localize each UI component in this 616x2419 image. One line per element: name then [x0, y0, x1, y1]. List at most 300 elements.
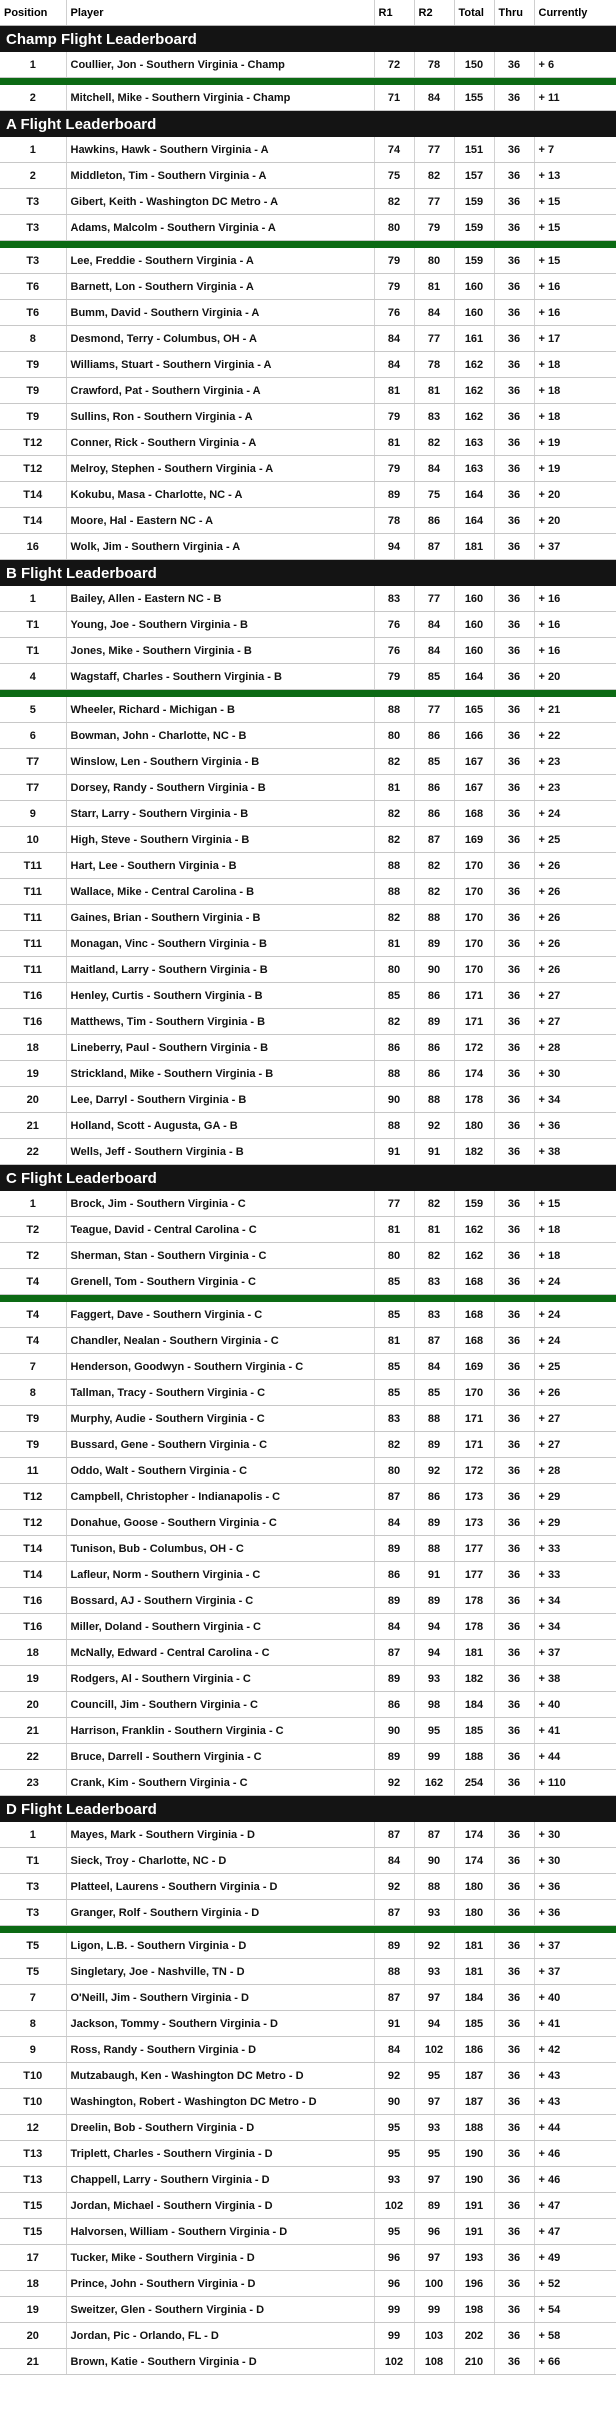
- row-player: Dorsey, Randy - Southern Virginia - B: [66, 775, 374, 801]
- row-currently: + 37: [534, 534, 616, 560]
- row-currently: + 41: [534, 2011, 616, 2037]
- row-position: T12: [0, 456, 66, 482]
- row-total: 159: [454, 1191, 494, 1217]
- row-r2: 86: [414, 983, 454, 1009]
- row-thru: 36: [494, 697, 534, 723]
- flight-header: [0, 1165, 616, 1192]
- row-currently: + 27: [534, 1009, 616, 1035]
- row-r2: 81: [414, 274, 454, 300]
- row-r1: 79: [374, 664, 414, 690]
- row-player: Gibert, Keith - Washington DC Metro - A: [66, 189, 374, 215]
- row-r2: 75: [414, 482, 454, 508]
- row-thru: 36: [494, 1269, 534, 1295]
- cut-line-separator: [0, 1926, 616, 1934]
- row-r1: 71: [374, 85, 414, 111]
- row-total: 160: [454, 638, 494, 664]
- row-total: 198: [454, 2297, 494, 2323]
- row-player: Halvorsen, William - Southern Virginia - D: [66, 2219, 374, 2245]
- table-row: [0, 2089, 616, 2115]
- row-currently: + 44: [534, 2115, 616, 2141]
- row-r2: 84: [414, 612, 454, 638]
- row-total: 184: [454, 1985, 494, 2011]
- table-row: [0, 1191, 616, 1217]
- row-thru: 36: [494, 2271, 534, 2297]
- row-player: Prince, John - Southern Virginia - D: [66, 2271, 374, 2297]
- row-r2: 94: [414, 2011, 454, 2037]
- flight-title: A Flight Leaderboard: [0, 111, 616, 138]
- row-position: 8: [0, 1380, 66, 1406]
- row-r1: 83: [374, 1406, 414, 1432]
- table-row: [0, 1009, 616, 1035]
- row-r1: 84: [374, 1614, 414, 1640]
- row-currently: + 25: [534, 1354, 616, 1380]
- row-thru: 36: [494, 612, 534, 638]
- row-r1: 89: [374, 1933, 414, 1959]
- row-position: 20: [0, 2323, 66, 2349]
- table-row: [0, 1985, 616, 2011]
- row-r1: 87: [374, 1484, 414, 1510]
- cut-line-separator: [0, 1295, 616, 1303]
- row-thru: 36: [494, 163, 534, 189]
- row-thru: 36: [494, 1933, 534, 1959]
- row-thru: 36: [494, 1536, 534, 1562]
- table-row: [0, 1933, 616, 1959]
- table-row: [0, 352, 616, 378]
- row-r2: 81: [414, 378, 454, 404]
- row-total: 188: [454, 1744, 494, 1770]
- row-position: 20: [0, 1692, 66, 1718]
- row-currently: + 20: [534, 482, 616, 508]
- row-player: Chandler, Nealan - Southern Virginia - C: [66, 1328, 374, 1354]
- row-currently: + 41: [534, 1718, 616, 1744]
- row-r2: 82: [414, 163, 454, 189]
- row-r1: 76: [374, 638, 414, 664]
- row-thru: 36: [494, 2089, 534, 2115]
- row-position: 1: [0, 137, 66, 163]
- row-player: Middleton, Tim - Southern Virginia - A: [66, 163, 374, 189]
- row-player: Hart, Lee - Southern Virginia - B: [66, 853, 374, 879]
- row-thru: 36: [494, 2011, 534, 2037]
- row-position: 8: [0, 326, 66, 352]
- cut-line-bar: [0, 78, 616, 86]
- row-thru: 36: [494, 1432, 534, 1458]
- row-player: Mitchell, Mike - Southern Virginia - Champ: [66, 85, 374, 111]
- row-r1: 81: [374, 1328, 414, 1354]
- row-total: 187: [454, 2089, 494, 2115]
- row-thru: 36: [494, 2193, 534, 2219]
- row-total: 177: [454, 1536, 494, 1562]
- row-total: 191: [454, 2193, 494, 2219]
- row-total: 170: [454, 957, 494, 983]
- row-r2: 100: [414, 2271, 454, 2297]
- table-row: [0, 2271, 616, 2297]
- row-player: Lee, Darryl - Southern Virginia - B: [66, 1087, 374, 1113]
- row-r1: 84: [374, 352, 414, 378]
- row-r2: 162: [414, 1770, 454, 1796]
- row-r2: 82: [414, 853, 454, 879]
- table-row: [0, 1484, 616, 1510]
- row-currently: + 26: [534, 931, 616, 957]
- row-player: Brock, Jim - Southern Virginia - C: [66, 1191, 374, 1217]
- row-total: 190: [454, 2141, 494, 2167]
- row-currently: + 23: [534, 749, 616, 775]
- row-total: 184: [454, 1692, 494, 1718]
- table-row: [0, 1744, 616, 1770]
- row-r1: 91: [374, 2011, 414, 2037]
- row-currently: + 38: [534, 1139, 616, 1165]
- row-r2: 81: [414, 1217, 454, 1243]
- row-position: T14: [0, 1562, 66, 1588]
- row-currently: + 24: [534, 1302, 616, 1328]
- row-currently: + 44: [534, 1744, 616, 1770]
- row-player: Bussard, Gene - Southern Virginia - C: [66, 1432, 374, 1458]
- row-position: 19: [0, 1061, 66, 1087]
- row-position: T12: [0, 430, 66, 456]
- table-row: [0, 1562, 616, 1588]
- row-r1: 102: [374, 2193, 414, 2219]
- table-row: [0, 189, 616, 215]
- row-r1: 89: [374, 482, 414, 508]
- row-position: 2: [0, 85, 66, 111]
- row-r1: 72: [374, 52, 414, 78]
- row-thru: 36: [494, 456, 534, 482]
- table-row: [0, 1035, 616, 1061]
- row-currently: + 15: [534, 248, 616, 274]
- row-r2: 86: [414, 1484, 454, 1510]
- row-r2: 79: [414, 215, 454, 241]
- row-currently: + 30: [534, 1848, 616, 1874]
- row-r1: 80: [374, 723, 414, 749]
- row-currently: + 11: [534, 85, 616, 111]
- row-position: 18: [0, 2271, 66, 2297]
- header-thru: Thru: [494, 0, 534, 26]
- row-r2: 88: [414, 1874, 454, 1900]
- row-player: McNally, Edward - Central Carolina - C: [66, 1640, 374, 1666]
- row-r1: 82: [374, 749, 414, 775]
- header-row: [0, 0, 616, 26]
- row-thru: 36: [494, 2297, 534, 2323]
- row-position: T3: [0, 248, 66, 274]
- row-position: T4: [0, 1302, 66, 1328]
- row-total: 164: [454, 508, 494, 534]
- row-player: Monagan, Vinc - Southern Virginia - B: [66, 931, 374, 957]
- row-thru: 36: [494, 52, 534, 78]
- table-row: [0, 326, 616, 352]
- flight-header: [0, 26, 616, 53]
- row-currently: + 37: [534, 1640, 616, 1666]
- row-thru: 36: [494, 137, 534, 163]
- row-player: Oddo, Walt - Southern Virginia - C: [66, 1458, 374, 1484]
- row-thru: 36: [494, 1406, 534, 1432]
- row-total: 160: [454, 300, 494, 326]
- row-position: 18: [0, 1640, 66, 1666]
- row-currently: + 17: [534, 326, 616, 352]
- row-position: 1: [0, 586, 66, 612]
- row-r2: 97: [414, 2089, 454, 2115]
- row-r1: 87: [374, 1900, 414, 1926]
- row-thru: 36: [494, 1113, 534, 1139]
- row-position: T4: [0, 1269, 66, 1295]
- row-total: 170: [454, 853, 494, 879]
- row-player: Winslow, Len - Southern Virginia - B: [66, 749, 374, 775]
- row-player: Adams, Malcolm - Southern Virginia - A: [66, 215, 374, 241]
- row-total: 163: [454, 456, 494, 482]
- table-row: [0, 248, 616, 274]
- table-row: [0, 586, 616, 612]
- row-r1: 87: [374, 1822, 414, 1848]
- row-r1: 83: [374, 586, 414, 612]
- row-r1: 81: [374, 1217, 414, 1243]
- row-r1: 82: [374, 801, 414, 827]
- row-position: T11: [0, 905, 66, 931]
- row-total: 185: [454, 2011, 494, 2037]
- row-player: Wolk, Jim - Southern Virginia - A: [66, 534, 374, 560]
- row-position: 1: [0, 52, 66, 78]
- row-currently: + 43: [534, 2089, 616, 2115]
- row-total: 172: [454, 1035, 494, 1061]
- row-total: 162: [454, 352, 494, 378]
- row-currently: + 58: [534, 2323, 616, 2349]
- row-position: T9: [0, 1432, 66, 1458]
- row-thru: 36: [494, 723, 534, 749]
- table-row: [0, 1328, 616, 1354]
- row-thru: 36: [494, 1959, 534, 1985]
- row-r1: 99: [374, 2297, 414, 2323]
- row-r2: 97: [414, 1985, 454, 2011]
- row-r2: 86: [414, 775, 454, 801]
- table-row: [0, 2037, 616, 2063]
- row-player: Rodgers, Al - Southern Virginia - C: [66, 1666, 374, 1692]
- row-position: T1: [0, 1848, 66, 1874]
- row-total: 178: [454, 1614, 494, 1640]
- row-r1: 77: [374, 1191, 414, 1217]
- row-player: Jackson, Tommy - Southern Virginia - D: [66, 2011, 374, 2037]
- table-row: [0, 1406, 616, 1432]
- row-thru: 36: [494, 85, 534, 111]
- row-total: 150: [454, 52, 494, 78]
- row-currently: + 54: [534, 2297, 616, 2323]
- row-r1: 85: [374, 1380, 414, 1406]
- flight-title: D Flight Leaderboard: [0, 1796, 616, 1823]
- row-player: Jordan, Pic - Orlando, FL - D: [66, 2323, 374, 2349]
- table-row: [0, 508, 616, 534]
- row-position: 23: [0, 1770, 66, 1796]
- table-row: [0, 163, 616, 189]
- row-player: Starr, Larry - Southern Virginia - B: [66, 801, 374, 827]
- row-thru: 36: [494, 430, 534, 456]
- row-thru: 36: [494, 1874, 534, 1900]
- row-r2: 86: [414, 801, 454, 827]
- row-position: T4: [0, 1328, 66, 1354]
- row-total: 161: [454, 326, 494, 352]
- row-r2: 97: [414, 2245, 454, 2271]
- row-r2: 108: [414, 2349, 454, 2375]
- row-r2: 88: [414, 1087, 454, 1113]
- row-player: Conner, Rick - Southern Virginia - A: [66, 430, 374, 456]
- row-r1: 79: [374, 404, 414, 430]
- row-position: T9: [0, 378, 66, 404]
- row-thru: 36: [494, 534, 534, 560]
- row-r1: 89: [374, 1536, 414, 1562]
- row-player: Holland, Scott - Augusta, GA - B: [66, 1113, 374, 1139]
- row-thru: 36: [494, 1985, 534, 2011]
- row-player: Crawford, Pat - Southern Virginia - A: [66, 378, 374, 404]
- row-r1: 80: [374, 215, 414, 241]
- table-row: [0, 1302, 616, 1328]
- row-r2: 86: [414, 1061, 454, 1087]
- row-currently: + 7: [534, 137, 616, 163]
- row-total: 180: [454, 1874, 494, 1900]
- row-position: T12: [0, 1484, 66, 1510]
- row-thru: 36: [494, 879, 534, 905]
- leaderboard-body: [0, 26, 616, 2375]
- row-thru: 36: [494, 1009, 534, 1035]
- row-currently: + 19: [534, 430, 616, 456]
- row-thru: 36: [494, 1061, 534, 1087]
- row-player: Coullier, Jon - Southern Virginia - Champ: [66, 52, 374, 78]
- row-thru: 36: [494, 1640, 534, 1666]
- row-r2: 88: [414, 1406, 454, 1432]
- row-r1: 80: [374, 1243, 414, 1269]
- row-total: 182: [454, 1139, 494, 1165]
- table-row: [0, 52, 616, 78]
- row-r2: 95: [414, 2063, 454, 2089]
- row-currently: + 47: [534, 2193, 616, 2219]
- row-total: 178: [454, 1087, 494, 1113]
- row-currently: + 26: [534, 853, 616, 879]
- flight-title: C Flight Leaderboard: [0, 1165, 616, 1192]
- row-total: 159: [454, 215, 494, 241]
- row-position: T7: [0, 775, 66, 801]
- row-r2: 97: [414, 2167, 454, 2193]
- row-thru: 36: [494, 1588, 534, 1614]
- row-currently: + 110: [534, 1770, 616, 1796]
- row-total: 210: [454, 2349, 494, 2375]
- row-total: 165: [454, 697, 494, 723]
- row-total: 186: [454, 2037, 494, 2063]
- table-row: [0, 404, 616, 430]
- row-r1: 87: [374, 1640, 414, 1666]
- row-r1: 96: [374, 2245, 414, 2271]
- table-row: [0, 482, 616, 508]
- row-currently: + 46: [534, 2167, 616, 2193]
- row-r1: 85: [374, 1302, 414, 1328]
- row-thru: 36: [494, 1848, 534, 1874]
- row-position: T16: [0, 983, 66, 1009]
- row-position: 4: [0, 664, 66, 690]
- row-r2: 92: [414, 1113, 454, 1139]
- row-thru: 36: [494, 1191, 534, 1217]
- row-currently: + 42: [534, 2037, 616, 2063]
- row-thru: 36: [494, 482, 534, 508]
- row-position: 5: [0, 697, 66, 723]
- row-thru: 36: [494, 931, 534, 957]
- row-currently: + 34: [534, 1614, 616, 1640]
- row-r2: 82: [414, 430, 454, 456]
- row-r2: 84: [414, 85, 454, 111]
- row-r2: 91: [414, 1139, 454, 1165]
- table-row: [0, 430, 616, 456]
- row-thru: 36: [494, 2219, 534, 2245]
- row-position: T2: [0, 1217, 66, 1243]
- row-currently: + 26: [534, 879, 616, 905]
- row-r1: 88: [374, 697, 414, 723]
- row-currently: + 16: [534, 612, 616, 638]
- table-row: [0, 2193, 616, 2219]
- row-currently: + 23: [534, 775, 616, 801]
- row-r2: 95: [414, 1718, 454, 1744]
- row-currently: + 22: [534, 723, 616, 749]
- table-row: [0, 1139, 616, 1165]
- row-r1: 84: [374, 1848, 414, 1874]
- row-player: Melroy, Stephen - Southern Virginia - A: [66, 456, 374, 482]
- table-row: [0, 612, 616, 638]
- row-r2: 86: [414, 508, 454, 534]
- flight-header: [0, 1796, 616, 1823]
- row-r1: 89: [374, 1588, 414, 1614]
- row-position: T7: [0, 749, 66, 775]
- table-row: [0, 1087, 616, 1113]
- row-player: Young, Joe - Southern Virginia - B: [66, 612, 374, 638]
- row-thru: 36: [494, 300, 534, 326]
- cut-line-bar: [0, 1926, 616, 1934]
- cut-line-bar: [0, 690, 616, 698]
- table-row: [0, 1588, 616, 1614]
- row-player: Jordan, Michael - Southern Virginia - D: [66, 2193, 374, 2219]
- row-currently: + 28: [534, 1035, 616, 1061]
- row-position: 12: [0, 2115, 66, 2141]
- row-position: T11: [0, 931, 66, 957]
- row-total: 157: [454, 163, 494, 189]
- row-r2: 77: [414, 137, 454, 163]
- row-total: 170: [454, 1380, 494, 1406]
- row-thru: 36: [494, 404, 534, 430]
- row-r1: 90: [374, 2089, 414, 2115]
- row-thru: 36: [494, 1614, 534, 1640]
- row-position: T11: [0, 879, 66, 905]
- row-player: Henley, Curtis - Southern Virginia - B: [66, 983, 374, 1009]
- row-r2: 89: [414, 1009, 454, 1035]
- row-total: 181: [454, 1933, 494, 1959]
- row-r2: 99: [414, 1744, 454, 1770]
- table-row: [0, 2323, 616, 2349]
- row-currently: + 16: [534, 300, 616, 326]
- row-position: 6: [0, 723, 66, 749]
- row-r1: 82: [374, 189, 414, 215]
- row-total: 180: [454, 1900, 494, 1926]
- row-total: 171: [454, 1432, 494, 1458]
- row-thru: 36: [494, 215, 534, 241]
- row-total: 171: [454, 1009, 494, 1035]
- table-row: [0, 1959, 616, 1985]
- row-player: Mutzabaugh, Ken - Washington DC Metro - D: [66, 2063, 374, 2089]
- row-total: 162: [454, 1243, 494, 1269]
- row-currently: + 29: [534, 1484, 616, 1510]
- row-r1: 82: [374, 827, 414, 853]
- row-player: Desmond, Terry - Columbus, OH - A: [66, 326, 374, 352]
- row-r1: 95: [374, 2219, 414, 2245]
- row-currently: + 19: [534, 456, 616, 482]
- row-r2: 84: [414, 638, 454, 664]
- row-currently: + 36: [534, 1900, 616, 1926]
- row-total: 196: [454, 2271, 494, 2297]
- table-row: [0, 2115, 616, 2141]
- row-thru: 36: [494, 1562, 534, 1588]
- row-thru: 36: [494, 853, 534, 879]
- row-r2: 89: [414, 1588, 454, 1614]
- row-currently: + 15: [534, 215, 616, 241]
- row-currently: + 26: [534, 905, 616, 931]
